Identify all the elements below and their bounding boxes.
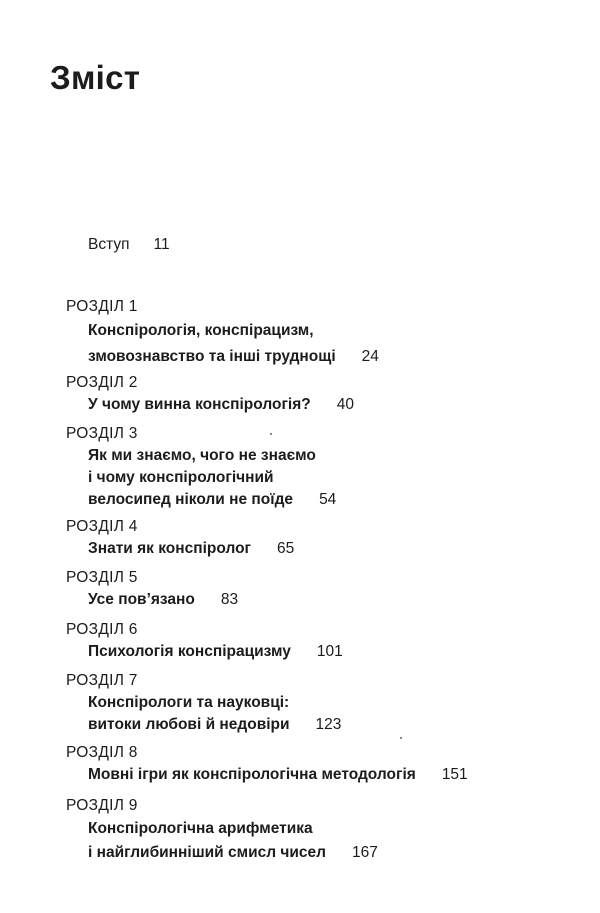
chapter-title-line: Мовні ігри як конспірологічна методологія — [88, 766, 416, 783]
chapter-title-line: Конспірологічна арифметика — [88, 820, 313, 837]
page-title: Зміст — [50, 59, 141, 96]
toc-chapter-1[interactable] — [66, 296, 379, 370]
chapter-title-line: Конспірологи та науковці: — [88, 694, 290, 711]
toc-chapter-3[interactable] — [66, 423, 336, 511]
chapter-page-number: 167 — [352, 844, 378, 861]
toc-chapter-6[interactable] — [66, 619, 343, 663]
intro-page-number: 11 — [153, 236, 170, 253]
chapter-label: РОЗДІЛ 2 — [66, 374, 138, 391]
chapter-page-number: 40 — [336, 396, 354, 413]
chapter-page-number: 83 — [220, 591, 239, 608]
chapter-label: РОЗДІЛ 9 — [66, 797, 138, 814]
chapter-page-number: 151 — [441, 766, 468, 783]
chapter-title-line: і найглибинніший смисл чисел — [88, 844, 326, 861]
toc-intro-entry[interactable] — [88, 234, 170, 256]
toc-chapter-5[interactable] — [66, 567, 238, 611]
chapter-title-line: велосипед ніколи не поїде — [88, 491, 294, 508]
chapter-label: РОЗДІЛ 3 — [66, 425, 138, 442]
chapter-page-number: 65 — [277, 540, 295, 557]
toc-chapter-8[interactable] — [66, 742, 468, 786]
chapter-title — [66, 445, 336, 511]
chapter-title — [66, 817, 378, 865]
chapter-label: РОЗДІЛ 1 — [66, 298, 138, 315]
chapter-title-line: Психологія конспірацизму — [88, 643, 291, 660]
chapter-page-number: 123 — [315, 716, 342, 733]
print-speck — [270, 433, 272, 435]
chapter-title — [66, 692, 341, 736]
chapter-title-line: Знати як конспіролог — [88, 540, 252, 557]
toc-chapter-7[interactable] — [66, 670, 341, 736]
chapter-page-number: 24 — [361, 348, 379, 365]
chapter-title-line: витоки любові й недовіри — [88, 716, 290, 733]
chapter-title — [66, 538, 294, 560]
toc-chapter-4[interactable] — [66, 516, 294, 560]
chapter-title — [66, 318, 379, 370]
toc-chapter-9[interactable] — [66, 795, 378, 865]
chapter-title — [66, 641, 343, 663]
toc-chapter-2[interactable] — [66, 372, 354, 416]
chapter-label: РОЗДІЛ 7 — [66, 672, 138, 689]
chapter-title-line: У чому винна конспірологія? — [88, 396, 311, 413]
chapter-title-line: змовознавство та інші труднощі — [88, 348, 336, 365]
print-speck — [400, 737, 402, 739]
chapter-label: РОЗДІЛ 5 — [66, 569, 138, 586]
chapter-title — [66, 764, 468, 786]
chapter-label: РОЗДІЛ 6 — [66, 621, 138, 638]
chapter-label: РОЗДІЛ 4 — [66, 518, 138, 535]
chapter-title — [66, 394, 354, 416]
chapter-page-number: 54 — [319, 491, 337, 508]
chapter-title-line: Конспірологія, конспірацизм, — [88, 322, 314, 339]
chapter-page-number: 101 — [316, 643, 343, 660]
chapter-title-line: Усе пов’язано — [88, 591, 195, 608]
intro-label: Вступ — [88, 236, 130, 253]
chapter-title-line: Як ми знаємо, чого не знаємо — [88, 447, 316, 464]
chapter-title-line: і чому конспірологічний — [88, 469, 274, 486]
chapter-title — [66, 589, 238, 611]
chapter-label: РОЗДІЛ 8 — [66, 744, 138, 761]
